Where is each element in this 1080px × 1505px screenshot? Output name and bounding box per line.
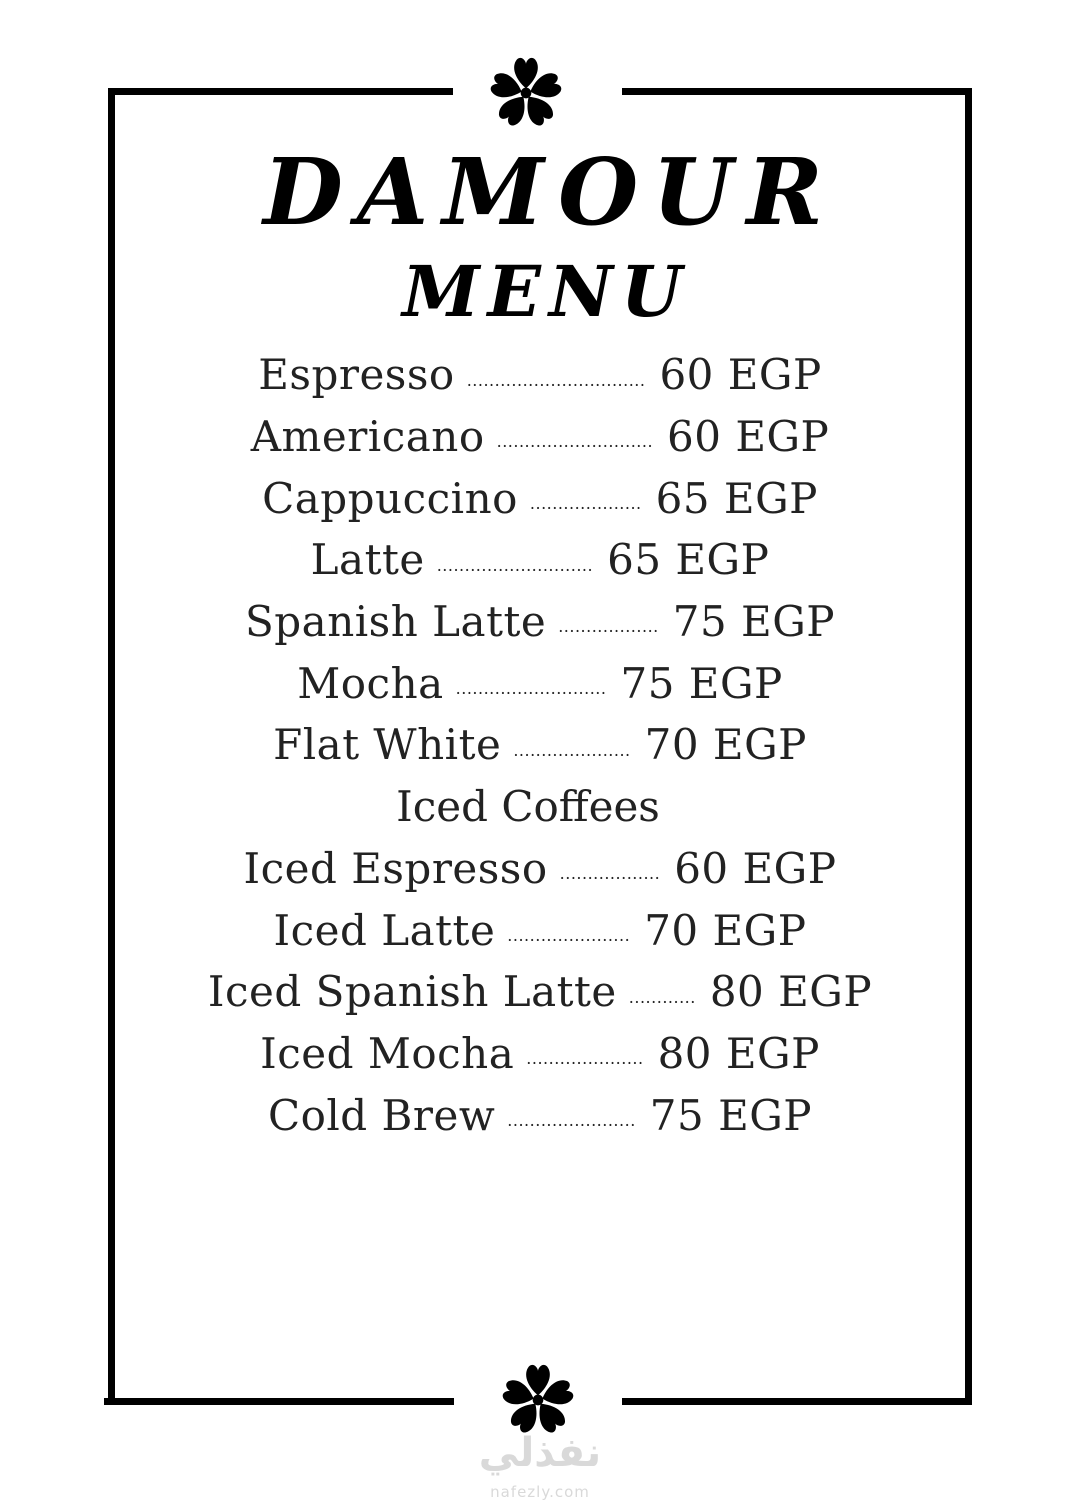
flower-ornament-icon bbox=[500, 1362, 576, 1438]
item-name: Flat White bbox=[273, 720, 502, 770]
leader-dots: ...................... bbox=[507, 925, 631, 945]
item-price: 80 EGP bbox=[657, 1028, 820, 1078]
leader-dots: ................................ bbox=[466, 370, 646, 390]
section-heading-iced-coffees: Iced Coffees bbox=[396, 782, 660, 832]
menu-subtitle: MENU bbox=[402, 250, 690, 333]
leader-dots: .................... bbox=[529, 494, 642, 514]
item-price: 65 EGP bbox=[607, 535, 770, 585]
item-price: 60 EGP bbox=[659, 350, 822, 400]
menu-item bbox=[0, 467, 1080, 529]
item-name: Spanish Latte bbox=[245, 597, 547, 647]
frame-bottom-right-line bbox=[622, 1398, 972, 1405]
frame-top-right-line bbox=[622, 88, 972, 95]
item-name: Espresso bbox=[258, 350, 455, 400]
item-name: Latte bbox=[310, 535, 425, 585]
item-name: Iced Mocha bbox=[260, 1028, 515, 1078]
watermark-logo: نفذلي bbox=[478, 1430, 602, 1476]
item-price: 60 EGP bbox=[674, 843, 837, 893]
item-price: 60 EGP bbox=[667, 412, 830, 462]
item-price: 75 EGP bbox=[620, 658, 783, 708]
item-price: 70 EGP bbox=[644, 905, 807, 955]
menu-item bbox=[0, 899, 1080, 961]
watermark-url: nafezly.com bbox=[490, 1483, 590, 1501]
menu-list bbox=[0, 344, 1080, 1146]
item-price: 75 EGP bbox=[649, 1090, 813, 1140]
menu-item bbox=[0, 961, 1080, 1023]
item-name: Iced Espresso bbox=[243, 843, 548, 893]
leader-dots: ..................... bbox=[526, 1049, 644, 1069]
menu-item bbox=[0, 652, 1080, 714]
menu-item bbox=[0, 714, 1080, 776]
menu-item bbox=[0, 591, 1080, 653]
menu-item bbox=[0, 1023, 1080, 1085]
menu-item bbox=[0, 1084, 1080, 1146]
item-name: Mocha bbox=[297, 658, 444, 708]
flower-ornament-icon bbox=[488, 55, 564, 131]
brand-title: DAMOUR bbox=[263, 138, 837, 246]
item-name: Cold Brew bbox=[267, 1090, 496, 1140]
item-price: 65 EGP bbox=[655, 473, 818, 523]
item-price: 70 EGP bbox=[644, 720, 807, 770]
leader-dots: ..................... bbox=[513, 740, 631, 760]
leader-dots: .................. bbox=[559, 864, 661, 884]
item-price: 75 EGP bbox=[672, 597, 835, 647]
menu-item bbox=[0, 344, 1080, 406]
frame-top-left-line bbox=[108, 88, 453, 95]
item-name: Iced Spanish Latte bbox=[207, 967, 617, 1017]
frame-bottom-left-line bbox=[104, 1398, 454, 1405]
menu-item bbox=[0, 838, 1080, 900]
leader-dots: .................. bbox=[558, 617, 659, 637]
item-name: Iced Latte bbox=[273, 905, 496, 955]
leader-dots: ............................ bbox=[436, 555, 594, 575]
leader-dots: ....................... bbox=[507, 1110, 636, 1130]
leader-dots: ............................ bbox=[496, 432, 654, 452]
leader-dots: ........................... bbox=[455, 679, 607, 699]
menu-item bbox=[0, 406, 1080, 468]
menu-item bbox=[0, 529, 1080, 591]
item-name: Americano bbox=[250, 412, 485, 462]
item-name: Cappuccino bbox=[262, 473, 518, 523]
leader-dots: ............ bbox=[628, 987, 696, 1007]
item-price: 80 EGP bbox=[709, 967, 873, 1017]
